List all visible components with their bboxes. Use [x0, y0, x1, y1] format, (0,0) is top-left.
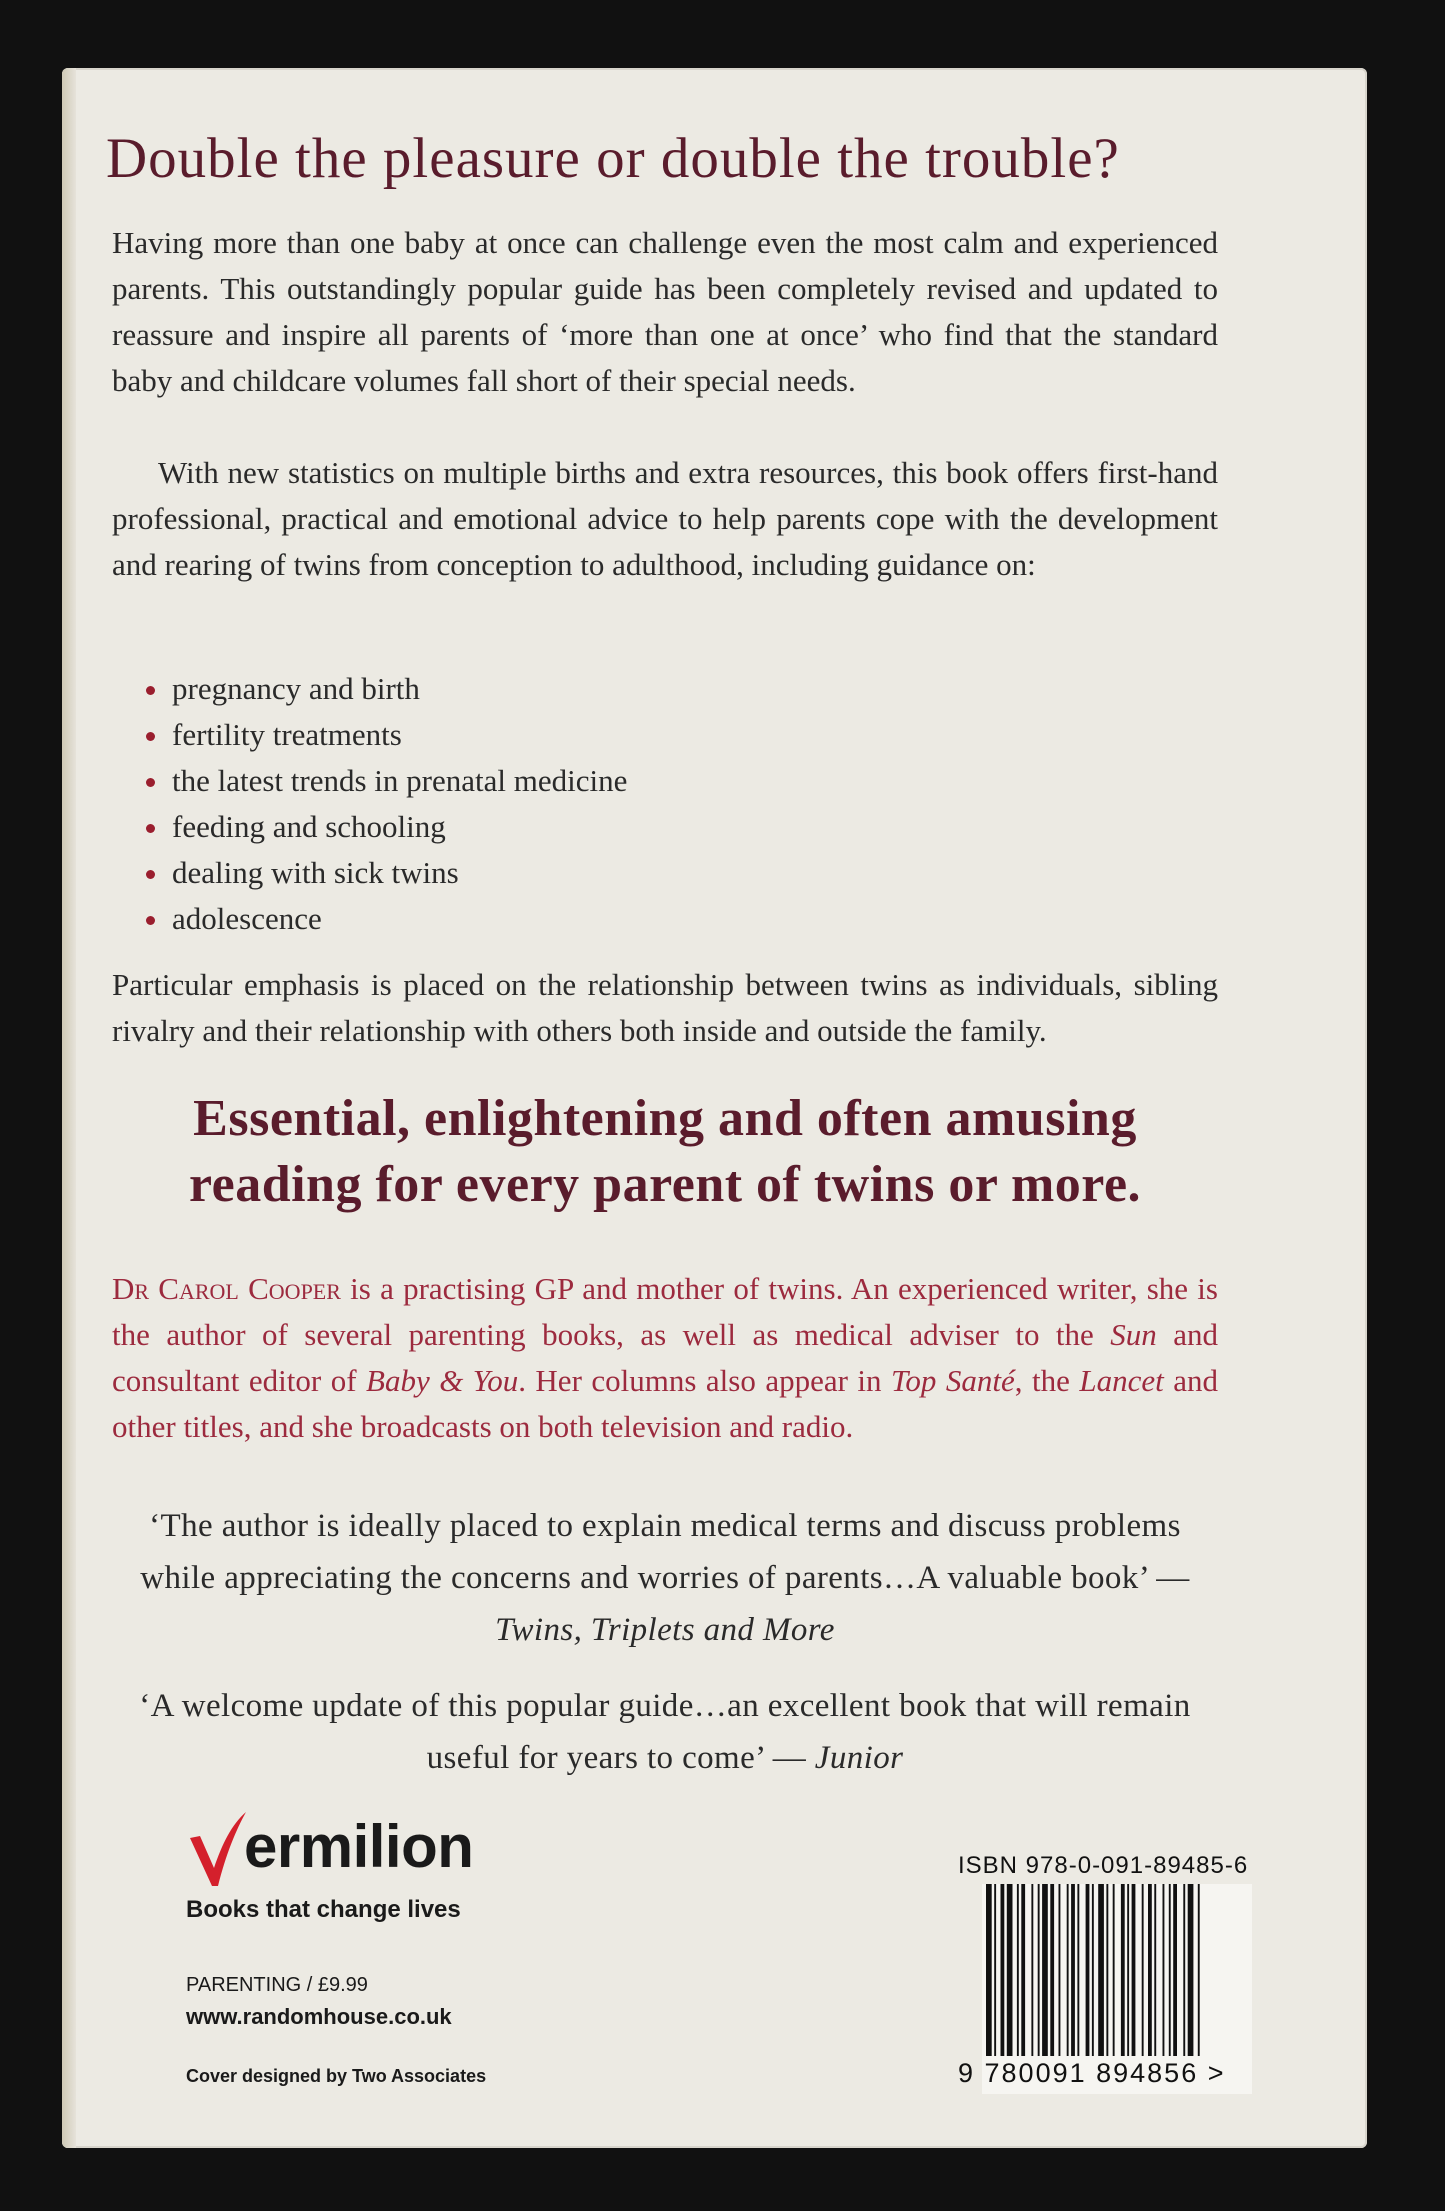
barcode: [958, 1884, 1252, 2094]
barcode-bar: [1050, 1884, 1054, 2056]
barcode-bar: [1031, 1884, 1033, 2056]
list-item: pregnancy and birth: [146, 666, 1046, 712]
barcode-bar: [1142, 1884, 1144, 2056]
list-item: fertility treatments: [146, 712, 1046, 758]
barcode-bar: [1067, 1884, 1069, 2056]
list-item: the latest trends in prenatal medicine: [146, 758, 1046, 804]
barcode-bar: [1173, 1884, 1177, 2056]
guidance-list: [146, 666, 1046, 942]
advice-paragraph: With new statistics on multiple births and extra resources, this book offers first-hand professional, practical and emotional advice to help parents cope with the development and rearing of twins from conception to adulthood, including guidance on:: [112, 455, 1218, 582]
barcode-bar: [1148, 1884, 1152, 2056]
list-item: dealing with sick twins: [146, 850, 1046, 896]
barcode-bar: [994, 1884, 996, 2056]
barcode-bar: [1021, 1884, 1025, 2056]
barcode-bar: [1188, 1884, 1194, 2056]
barcode-bar: [1007, 1884, 1013, 2056]
barcode-bar: [1098, 1884, 1104, 2056]
barcode-bar: [1132, 1884, 1136, 2056]
publication-title: Sun: [1110, 1317, 1157, 1352]
quote-source: Junior: [814, 1740, 904, 1776]
barcode-bar: [1113, 1884, 1115, 2056]
review-quote: ‘A welcome update of this popular guide…an excellent book that will remain useful for years to come’ — Junior: [139, 1688, 1191, 1776]
author-name: Dr Carol Cooper: [112, 1271, 341, 1306]
barcode-bar: [1163, 1884, 1165, 2056]
barcode-bar: [1121, 1884, 1125, 2056]
barcode-bar: [1127, 1884, 1129, 2056]
publisher-slogan: Books that change lives: [186, 1896, 461, 1923]
cover-credit: Cover designed by Two Associates: [186, 2066, 487, 2086]
barcode-bar: [1017, 1884, 1019, 2056]
list-item: feeding and schooling: [146, 804, 1046, 850]
emphasis-paragraph: Particular emphasis is placed on the relationship between twins as individuals, sibling rivalry and their relationship with others both inside and outside the family.: [112, 967, 1218, 1048]
barcode-bar: [1183, 1884, 1185, 2056]
barcode-bar: [1169, 1884, 1171, 2056]
barcode-bar: [986, 1884, 992, 2056]
isbn-label: ISBN 978-0-091-89485-6: [958, 1852, 1249, 1879]
barcode-bar: [1086, 1884, 1090, 2056]
barcode-bar: [1001, 1884, 1005, 2056]
barcode-icon: [982, 1884, 1252, 2056]
barcode-bar: [1198, 1884, 1200, 2056]
review-quote: ‘The author is ideally placed to explain medical terms and discuss problems while appreciating the concerns and worries of parents…A valuable book’ — Twins, Triplets and More: [140, 1508, 1190, 1648]
quote-source: Twins, Triplets and More: [495, 1612, 835, 1648]
barcode-bar: [1042, 1884, 1048, 2056]
barcode-bar: [1059, 1884, 1061, 2056]
publication-title: Baby & You: [366, 1363, 519, 1398]
category-price: PARENTING / £9.99: [186, 1974, 368, 1996]
barcode-bar: [1106, 1884, 1108, 2056]
headline: Double the pleasure or double the trouble?: [106, 127, 1120, 190]
vermilion-v-logo-icon: [186, 1810, 248, 1888]
barcode-bar: [1154, 1884, 1156, 2056]
barcode-bar: [1038, 1884, 1040, 2056]
publisher-website: www.randomhouse.co.uk: [186, 2004, 452, 2029]
tagline: Essential, enlightening and often amusing reading for every parent of twins or more.: [188, 1090, 1142, 1213]
barcode-digits: 9 780091 894856 >: [958, 2058, 1226, 2088]
publisher-logo: ermilion: [244, 1813, 474, 1880]
barcode-bar: [1071, 1884, 1075, 2056]
author-bio: Dr Carol Cooper is a practising GP and mother of twins. An experienced writer, she is the author of several parenting books, as well as medical adviser to the Sun and consultant editor of Baby & You. Her columns also appear in Top Santé, the Lancet and other titles, and she broadcasts on both television and radio.: [112, 1271, 1218, 1444]
list-item: adolescence: [146, 896, 1046, 942]
intro-paragraph: Having more than one baby at once can challenge even the most calm and experienced parents. This outstandingly popular guide has been completely revised and updated to reassure and inspire all parents of ‘more than one at once’ who find that the standard baby and childcare volumes fall short of their special needs.: [112, 225, 1218, 398]
publication-title: Top Santé: [891, 1363, 1015, 1398]
publication-title: Lancet: [1079, 1363, 1164, 1398]
barcode-bar: [1092, 1884, 1094, 2056]
barcode-bar: [1077, 1884, 1079, 2056]
